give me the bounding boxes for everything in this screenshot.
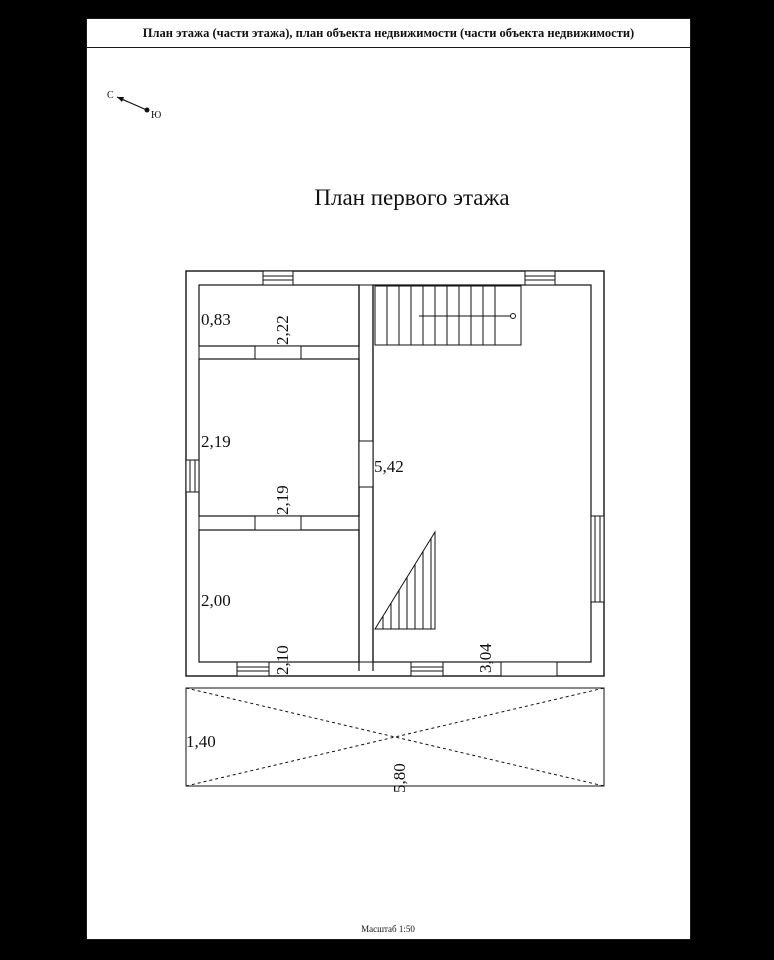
compass-south: Ю <box>151 110 162 121</box>
doors <box>255 346 557 676</box>
dim-terrace-length: 5,80 <box>390 763 409 793</box>
scale-label: Масштаб 1:50 <box>361 924 415 934</box>
dim-room2-length: 2,19 <box>273 485 292 515</box>
header-title: План этажа (части этажа), план объекта недвижимости (части объекта недвижимости) <box>87 19 690 48</box>
interior-walls <box>199 285 591 671</box>
dim-hall-length: 3,04 <box>476 643 495 673</box>
compass-north: С <box>107 90 114 101</box>
dim-room3-width: 2,00 <box>201 591 231 610</box>
dim-room1-length: 2,22 <box>273 315 292 345</box>
document-sheet <box>86 18 691 940</box>
dim-room1-width: 0,83 <box>201 310 231 329</box>
plan-title: План первого этажа <box>314 185 510 210</box>
floor-plan-drawing <box>87 19 692 941</box>
staircase-upper <box>375 286 521 345</box>
dim-room2-width: 2,19 <box>201 432 231 451</box>
compass-icon <box>107 90 161 121</box>
dim-hall-width: 5,42 <box>374 457 404 476</box>
staircase-lower <box>375 532 435 629</box>
dim-terrace-width: 1,40 <box>186 732 216 751</box>
dim-room3-length: 2,10 <box>273 645 292 675</box>
